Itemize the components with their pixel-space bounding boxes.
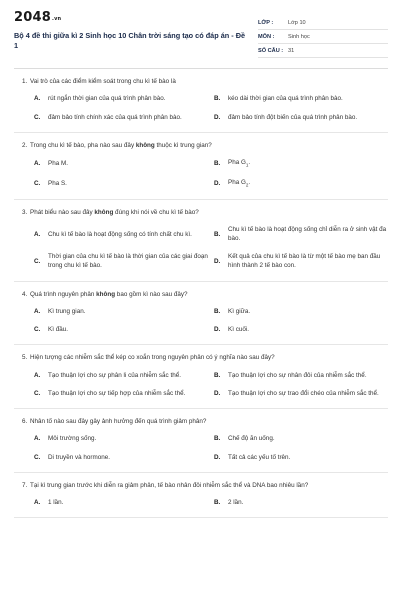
- option-text-main: 2 lần.: [228, 499, 244, 507]
- option-letter: A.: [34, 371, 41, 379]
- answer-options: [34, 158, 388, 189]
- option-text-tail: .: [248, 178, 251, 186]
- answer-option[interactable]: [214, 252, 388, 270]
- option-text-main: đảm bảo tính đột biến của quá trình phân bào.: [228, 113, 358, 121]
- option-text: [48, 434, 208, 443]
- option-text-main: kéo dài thời gian của quá trình phân bào.: [228, 95, 343, 103]
- option-text: [228, 225, 388, 243]
- answer-option[interactable]: [34, 307, 208, 316]
- question-stem-part: Phát biểu nào sau đây: [30, 208, 95, 216]
- option-text: [228, 158, 388, 169]
- option-text-main: Chế độ ăn uống.: [228, 435, 275, 443]
- question-stem: [30, 290, 388, 299]
- option-text: [228, 178, 388, 189]
- answer-option[interactable]: [34, 158, 208, 169]
- option-text-main: Chu kì tế bào là hoạt động sống có tính chất chu kì.: [48, 230, 192, 238]
- option-letter: C.: [34, 257, 41, 265]
- option-text: [48, 94, 208, 103]
- option-text: [48, 389, 208, 398]
- question-stem-part: bao gồm kì nào sau đây?: [115, 290, 188, 298]
- option-text-main: đảm bảo tính chính xác của quá trình phân bào.: [48, 113, 182, 121]
- answer-option[interactable]: [34, 225, 208, 243]
- option-text-main: Pha G: [228, 178, 246, 186]
- question-stem: Nhân tố nào sau đây gây ảnh hưởng đến quá trình giảm phân?: [30, 417, 207, 425]
- question-number: 7.: [22, 481, 28, 489]
- question-item: [14, 133, 388, 200]
- option-text: [228, 498, 388, 507]
- option-text: [228, 252, 388, 270]
- option-text-main: Pha S.: [48, 179, 67, 187]
- option-letter: C.: [34, 179, 41, 187]
- info-panel: [258, 16, 388, 58]
- answer-option[interactable]: [214, 158, 388, 169]
- option-text-main: Tất cả các yếu tố trên.: [228, 453, 291, 461]
- answer-options: [34, 498, 388, 507]
- option-text: [228, 371, 388, 380]
- info-row-question-count: SỐ CÂU : 31: [258, 44, 388, 58]
- option-letter: C.: [34, 113, 41, 121]
- question-stem-part: Quá trình nguyên phân: [30, 290, 97, 298]
- option-subscript: 2: [245, 182, 249, 188]
- option-text: [48, 113, 208, 122]
- answer-option[interactable]: [214, 498, 388, 507]
- option-letter: A.: [34, 499, 41, 507]
- option-letter: C.: [34, 453, 41, 461]
- option-text-main: Thời gian của chu kì tế bào là thời gian của các giai đoạn trong chu kì tế bào.: [48, 253, 208, 270]
- header: [14, 10, 388, 58]
- question-number: 2.: [22, 141, 28, 149]
- answer-option[interactable]: [34, 434, 208, 443]
- option-letter: B.: [214, 95, 221, 103]
- question-stem: Hiện tượng các nhiễm sắc thể kép co xoắn trong nguyên phân có ý nghĩa nào sau đây?: [30, 354, 275, 362]
- question-stem: Vai trò của các điểm kiểm soát trong chu kì tế bào là: [30, 78, 176, 85]
- answer-option[interactable]: [214, 371, 388, 380]
- question-text: [14, 417, 388, 426]
- info-row-subject: MÔN : Sinh học: [258, 30, 388, 44]
- option-text-main: Di truyền và hormone.: [48, 453, 110, 461]
- question-stem-emphasis: không: [135, 141, 155, 149]
- option-text-main: Kì trung gian.: [48, 308, 86, 316]
- question-stem: Tại kì trung gian trước khi diễn ra giảm phân, tế bào nhân đôi nhiễm sắc thể và DNA bao nhiêu lần?: [30, 481, 309, 489]
- question-number: 1.: [22, 78, 28, 85]
- option-text-main: Tạo thuận lợi cho sự phân li của nhiễm sắc thể.: [48, 371, 181, 379]
- question-number: 4.: [22, 290, 28, 298]
- option-text: [48, 159, 208, 168]
- option-text: [228, 453, 388, 462]
- answer-option[interactable]: [214, 453, 388, 462]
- question-stem-part: thuộc kì trung gian?: [154, 141, 212, 149]
- answer-option[interactable]: [34, 113, 208, 122]
- option-subscript: 1: [245, 162, 249, 168]
- option-text: [48, 252, 208, 270]
- option-text: [48, 371, 208, 380]
- question-stem-part: Trong chu kì tế bào, pha nào sau đây: [30, 141, 136, 149]
- option-letter: B.: [214, 371, 221, 379]
- option-text-main: Chu kì tế bào là hoạt động sống chỉ diễn ra ở sinh vật đa bào.: [228, 226, 387, 243]
- option-text: [228, 94, 388, 103]
- option-text-main: Tạo thuận lợi cho sự trao đổi chéo của nhiễm sắc thể.: [228, 389, 379, 397]
- answer-option[interactable]: [34, 389, 208, 398]
- answer-option[interactable]: [214, 94, 388, 103]
- answer-option[interactable]: [34, 252, 208, 270]
- question-text: [14, 353, 388, 362]
- answer-option[interactable]: [214, 178, 388, 189]
- option-letter: D.: [214, 113, 221, 121]
- option-letter: A.: [34, 230, 41, 238]
- question-text: [14, 141, 388, 150]
- question-number: 3.: [22, 208, 28, 216]
- option-text: [228, 113, 388, 122]
- option-letter: A.: [34, 95, 41, 103]
- question-item: [14, 282, 388, 346]
- question-item: [14, 69, 388, 133]
- option-text-main: 1 lần.: [48, 499, 64, 507]
- option-text: [228, 307, 388, 316]
- option-letter: B.: [214, 435, 221, 443]
- answer-option[interactable]: [214, 113, 388, 122]
- answer-options: [34, 307, 388, 334]
- question-list: [14, 69, 388, 518]
- question-text: [14, 208, 388, 217]
- question-number: 6.: [22, 417, 28, 425]
- option-letter: D.: [214, 389, 221, 397]
- question-stem: [30, 208, 388, 217]
- option-text-main: Kì đầu.: [48, 326, 68, 334]
- option-text: [48, 230, 208, 239]
- option-text: [228, 325, 388, 334]
- option-text: [48, 179, 208, 188]
- answer-option[interactable]: [214, 225, 388, 243]
- answer-option[interactable]: [214, 389, 388, 398]
- option-text-main: Môi trường sống.: [48, 435, 97, 443]
- answer-option[interactable]: [214, 325, 388, 334]
- document-title: Bộ 4 đề thi giữa kì 2 Sinh học 10 Chân trời sáng tạo có đáp án - Đề 1: [14, 31, 246, 51]
- option-letter: A.: [34, 159, 41, 167]
- option-text-main: Tạo thuận lợi cho sự tiếp hợp của nhiễm sắc thể.: [48, 389, 186, 397]
- option-text: [48, 498, 208, 507]
- answer-option[interactable]: [34, 371, 208, 380]
- option-text-main: Tạo thuận lợi cho sự nhân đôi của nhiễm sắc thể.: [228, 371, 367, 379]
- option-text: [48, 453, 208, 462]
- option-letter: D.: [214, 179, 221, 187]
- question-text: [14, 290, 388, 299]
- option-text-tail: .: [248, 159, 251, 167]
- option-text: [48, 307, 208, 316]
- option-letter: B.: [214, 499, 221, 507]
- option-text: [228, 389, 388, 398]
- answer-option[interactable]: [214, 434, 388, 443]
- question-stem: [30, 141, 388, 150]
- option-text-main: rút ngắn thời gian của quá trình phân bào.: [48, 95, 166, 103]
- question-item: [14, 473, 388, 519]
- answer-options: [34, 225, 388, 271]
- option-text-main: Kì cuối.: [228, 326, 249, 334]
- option-letter: B.: [214, 230, 221, 238]
- option-text: [228, 434, 388, 443]
- answer-options: [34, 371, 388, 398]
- answer-option[interactable]: [214, 307, 388, 316]
- answer-options: [34, 434, 388, 461]
- question-stem-part: đúng khi nói về chu kì tế bào?: [113, 208, 199, 216]
- option-letter: C.: [34, 326, 41, 334]
- option-text-main: Kết quả của chu kì tế bào là từ một tế bào mẹ ban đầu hình thành 2 tế bào con.: [228, 253, 381, 270]
- option-letter: B.: [214, 308, 221, 316]
- question-stem-emphasis: không: [94, 208, 114, 216]
- answer-options: [34, 94, 388, 121]
- option-letter: C.: [34, 389, 41, 397]
- option-letter: A.: [34, 435, 41, 443]
- question-item: [14, 409, 388, 473]
- option-text: [48, 325, 208, 334]
- question-stem-emphasis: không: [96, 290, 116, 298]
- question-item: [14, 345, 388, 409]
- answer-option[interactable]: [34, 453, 208, 462]
- answer-option[interactable]: [34, 94, 208, 103]
- option-letter: D.: [214, 257, 221, 265]
- answer-option[interactable]: [34, 325, 208, 334]
- option-letter: D.: [214, 453, 221, 461]
- question-number: 5.: [22, 354, 28, 362]
- question-text: [14, 77, 388, 86]
- option-letter: A.: [34, 308, 41, 316]
- answer-option[interactable]: [34, 498, 208, 507]
- answer-option[interactable]: [34, 178, 208, 189]
- option-text-main: Pha M.: [48, 159, 68, 167]
- option-text-main: Pha G: [228, 159, 246, 167]
- info-row-grade: LỚP : Lớp 10: [258, 16, 388, 30]
- question-item: [14, 200, 388, 282]
- option-letter: D.: [214, 326, 221, 334]
- option-letter: B.: [214, 159, 221, 167]
- site-logo[interactable]: 2048.vn: [14, 10, 62, 25]
- option-text-main: Kì giữa.: [228, 308, 251, 316]
- question-text: [14, 481, 388, 490]
